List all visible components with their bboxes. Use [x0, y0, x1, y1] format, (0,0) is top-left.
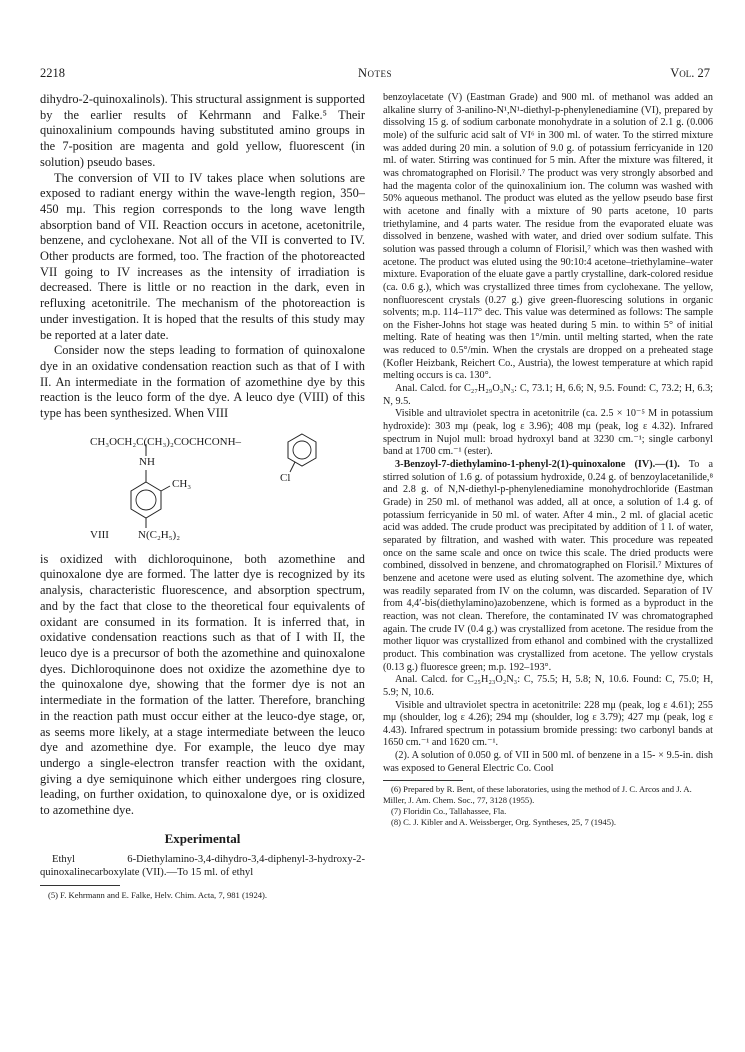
paragraph: Visible and ultraviolet spectra in acetonitrile (ca. 2.5 × 10⁻⁵ M in potassium hydroxide): 303 mμ (peak, log ε 3.96); 408 mμ (peak, log ε 4.32). Infrared spectrum in Nujol mull: broad hydroxyl band at 3230 cm.⁻¹; single carbonyl band at 1700 cm.⁻¹ (ester).: [383, 408, 713, 458]
experimental-heading: Experimental: [164, 830, 241, 846]
paragraph: Consider now the steps leading to formation of quinoxalone dye in an oxidative condensation reaction such as that of I with II. An intermediate in the formation of azomethine dye by this reaction is the leuco form of the dye. A leuco dye (VIII) of this type has been synthesized. When VIII: [40, 343, 365, 421]
compound-title: 3-Benzoyl-7-diethylamino-1-phenyl-2(1)-quinoxalone (IV).—(1).: [395, 459, 680, 471]
paragraph: is oxidized with dichloroquinone, both azomethine and quinoxalone dye are formed. The latter dye is recognized by its analysis, characteristic fluorescence, and absorption spectrum, and by the fact that close to the theoretical four equivalents of oxidant are consumed in its formation. It is inferred that, in oxidative condensation reactions such as that of I with II, the leuco dye is a precursor of both the azomethine and quinoxalone dyes. Dichloroquinone does not oxidize the azomethine dye to the quinoxalone dye, showing that the former dye is not an intermediate in the formation of the latter. Therefore, branching in the reaction path must occur either at the leuco-dye stage, or, as seems more likely, at a stage intermediate between the leuco dye and azomethine dye. For example, the leuco dye may undergo a single-electron transfer reaction with the oxidant, giving a dye semiquinone which either undergoes ring closure, leading, on further oxidation, to quinoxalone dye, or is oxidized to azomethine dye.: [40, 551, 365, 818]
volume-label: Vol. 27: [670, 66, 710, 80]
structure-cl: Cl: [280, 471, 291, 484]
paragraph: Anal. Calcd. for C₂₇H₂₉O₃N₃: C, 73.1; H, 6.6; N, 9.5. Found: C, 73.2; H, 6.3; N, 9.5.: [383, 383, 713, 407]
footnote: (8) C. J. Kibler and A. Weissberger, Org. Syntheses, 25, 7 (1945).: [391, 817, 617, 828]
paragraph: Visible and ultraviolet spectra in acetonitrile: 228 mμ (peak, log ε 4.61); 255 mμ (shoulder, log ε 4.26); 294 mμ (shoulder, log ε 3.79); 427 mμ (peak, log ε 4.43). Infrared spectrum in potassium bromide pressing: two carbonyl bands at 1650 cm.⁻¹ and 1620 cm.⁻¹.: [383, 699, 713, 749]
page-number: 2218: [40, 66, 65, 80]
paragraph: (2). A solution of 0.050 g. of VII in 500 ml. of benzene in a 15- × 9.5-in. dish was exposed to General Electric Co. Cool: [383, 750, 713, 774]
structure-nh: NH: [139, 455, 155, 468]
chemical-structure-viii: [40, 428, 365, 548]
structure-ch3: CH₃: [172, 477, 192, 490]
compound-title: Ethyl 6-Diethylamino-3,4-dihydro-3,4-diphenyl-3-hydroxy-2-quinoxalinecarboxylate (VII).—To 15 ml. of ethyl: [40, 853, 365, 878]
paragraph: The conversion of VII to IV takes place when solutions are exposed to radiant energy within the wave-length region, 350–450 mμ. This region corresponds to the long wave length absorption band of VII. Reaction occurs in acetone, acetonitrile, benzene, and cyclohexane. Not all of the VII is converted to IV. Other products are formed, too. The fraction of the photoreacted VII going to IV increases as the intensity of irradiation is decreased. There is little or no reaction in the dark, even in refluxing acetonitrile. The mechanism of the photoreaction is under investigation. It is hoped that the results of this study may be reported at a later date.: [40, 170, 365, 342]
footnote: (6) Prepared by R. Bent, of these laboratories, using the method of J. C. Arcos and J. A. Miller, J. Am. Chem. Soc., 77, 3128 (1955).: [383, 784, 692, 806]
right-column: [383, 92, 713, 828]
structure-label: VIII: [90, 528, 109, 541]
paragraph: benzoylacetate (V) (Eastman Grade) and 900 ml. of methanol was added an alkaline slurry of 3-anilino-N¹,N¹-diethyl-p-phenylenediamine (VI), prepared by dissolving 15 g. of sodium carbonate monohydrate in a solution of 2.1 g. (0.006 mole) of the sulfuric acid salt of VI⁶ in 300 ml. of water. To the stirred mixture was added during 20 min. a solution of 9.0 g. of potassium ferricyanide in 120 ml. of water. Stirring was continued for 5 min. After the mixture was filtered, it was chromatographed on Florisil.⁷ The product was very strongly absorbed and had the magenta color of the quinoxalinium ion. The column was washed with 50% aqueous methanol. The product was eluted as the yellow pseudo base first with acetone and finally with a mixture of 90 parts acetone, 10 parts triethylamine, and 4 parts water. The residue from the evaporated eluate was dissolved in benzene, washed with water, and dried over sodium sulfate. This solution was passed through a column of Florisil,⁷ which was then washed with acetone. The product was eluted using the 90:10:4 acetone–triethylamine–water mixture. Evaporation of the eluate gave a partly crystalline, dark-colored residue (ca. 0.6 g.), which was crystallized three times from cyclohexane. The yellow, nonfluorescent crystals (0.27 g.) give green-fluorescing solutions in organic solvents; m.p. 114–117° dec. This value was determined as follows: The sample on the Fisher-Johns hot stage was heated during 5 min. to within 5° of initial melting. Rate of heating was then 1°/min. until melting started, when the rate was reduced to 0.5°/min. When the crystals are dropped on a preheated stage (Kofler Heizbank, Reichert Co., Austria), the lowest temperature at which rapid melting occurs is ca. 130°.: [383, 92, 713, 382]
section-title: Notes: [357, 66, 393, 80]
paragraph: [383, 459, 713, 674]
structure-amine: N(C₂H₅)₂: [138, 528, 181, 541]
footnote-divider: [40, 885, 120, 886]
paragraph-text: To a stirred solution of 1.6 g. of potassium hydroxide, 0.24 g. of benzoylacetanilide,⁸ and 2.8 g. of N,N-diethyl-p-phenylenediamine monohydrochloride (Eastman Grade) in 250 ml. of methanol was added, all at once, a solution of 1.4 g. of potassium ferricyanide in 50 ml. of water. After 4 min., 2 ml. of glacial acetic acid was added. The crude product was precipitated by addition of 1 l. of water, separated by filtration, and washed with water. This procedure was repeated once on the same scale and once on twice this scale. The dried products were combined, dissolved in benzene, and chromatographed on Florisil.⁷ Mixtures of benzene and acetone were used as eluting solvent. The azomethine dye, which was readily separated from IV on the column, was discarded. Separation of IV from 4,4′-bis(diethylamino)azobenzene, which is formed as a byproduct in the reaction, was not clean. Therefore, the contaminated IV was chromatographed again. The crude IV (0.4 g.) was crystallized from acetone. The residue from the mother liquor was crystallized from ethanol and combined with the crystallized product. This combination was crystallized from acetone. The yellow crystals (0.13 g.) fluoresce green; m.p. 192–193°.: [383, 459, 713, 673]
structure-chain: CH₃OCH₂C(CH₃)₂COCHCONH–: [90, 435, 242, 448]
paragraph: Anal. Calcd. for C₂₅H₂₃O₂N₃: C, 75.5; H, 5.8; N, 10.6. Found: C, 75.0; H, 5.9; N, 10.6.: [383, 674, 713, 698]
paragraph: dihydro-2-quinoxalinols). This structural assignment is supported by the earlier results of Kehrmann and Falke.⁵ Their quinoxalinium compounds having substituted amino groups in the 7-position are magenta and gold yellow, fluorescent (in solution) pseudo bases.: [40, 92, 365, 169]
left-column: [40, 92, 365, 901]
footnote: (7) Floridin Co., Tallahassee, Fla.: [391, 806, 507, 817]
running-header: [40, 66, 710, 82]
footnote-divider: [383, 780, 463, 781]
footnote: (5) F. Kehrmann and E. Falke, Helv. Chim. Acta, 7, 981 (1924).: [48, 890, 268, 901]
